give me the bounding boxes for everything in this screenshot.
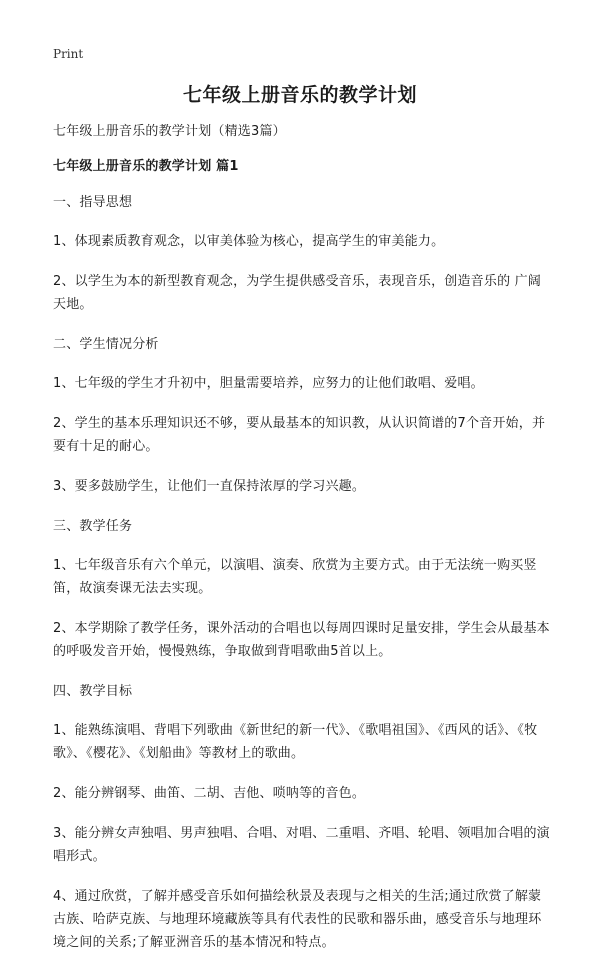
document-body [53,120,553,971]
section-heading-teaching-goals: 四、教学目标 [53,684,133,699]
section-heading-guiding-ideology: 一、指导思想 [53,195,133,210]
paragraph: 3、要多鼓励学生，让他们一直保持浓厚的学习兴趣。 [53,479,366,494]
paragraph: 2、学生的基本乐理知识还不够，要从最基本的知识教，从认识简谱的7个音开始，并要有十足的耐心。 [53,416,546,454]
paragraph: 1、体现素质教育观念，以审美体验为核心，提高学生的审美能力。 [53,234,445,249]
paragraph: 2、能分辨钢琴、曲笛、二胡、吉他、唢呐等的音色。 [53,786,366,801]
paragraph: 2、以学生为本的新型教育观念，为学生提供感受音乐，表现音乐，创造音乐的 广阔天地。 [53,274,542,312]
paragraph: 1、七年级的学生才升初中，胆量需要培养，应努力的让他们敢唱、爱唱。 [53,376,484,391]
paragraph: 1、能熟练演唱、背唱下列歌曲《新世纪的新一代》、《歌唱祖国》、《西风的话》、《牧歌》、《樱花》、《划船曲》等教材上的歌曲。 [53,723,538,761]
page-title: 七年级上册音乐的教学计划 [182,84,417,106]
document-subtitle: 七年级上册音乐的教学计划（精选3篇） [53,124,286,139]
print-link[interactable]: Print [53,47,84,61]
section-heading-teaching-tasks: 三、教学任务 [53,519,133,534]
paragraph: 4、通过欣赏，了解并感受音乐如何描绘秋景及表现与之相关的生活;通过欣赏了解蒙古族、哈萨克族、与地理环境藏族等具有代表性的民歌和器乐曲，感受音乐与地理环境之间的关系;了解亚洲音乐的基本情况和特点。 [53,889,542,950]
paragraph: 2、本学期除了教学任务，课外活动的合唱也以每周四课时足量安排，学生会从最基本的呼吸发音开始，慢慢熟练，争取做到背唱歌曲5首以上。 [53,621,550,659]
part-heading: 七年级上册音乐的教学计划 篇1 [53,159,239,174]
section-heading-student-analysis: 二、学生情况分析 [53,337,159,352]
paragraph: 3、能分辨女声独唱、男声独唱、合唱、对唱、二重唱、齐唱、轮唱、领唱加合唱的演唱形式。 [53,826,550,864]
paragraph: 1、七年级音乐有六个单元，以演唱、演奏、欣赏为主要方式。由于无法统一购买竖笛，故演奏课无法去实现。 [53,558,537,596]
